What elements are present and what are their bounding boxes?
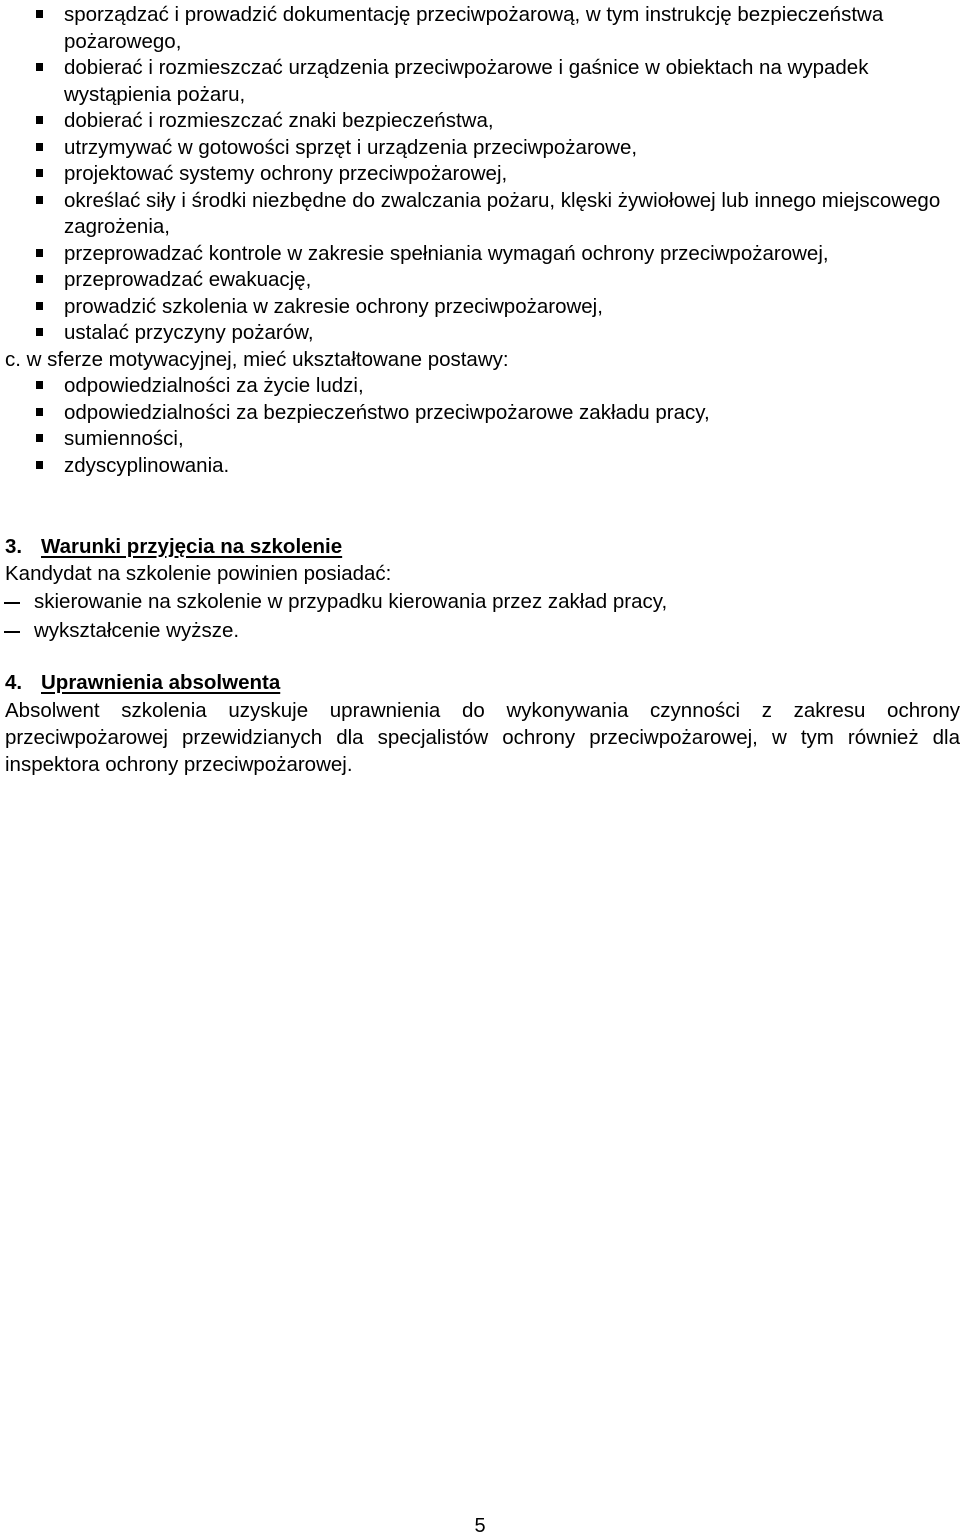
list-item: ustalać przyczyny pożarów,	[0, 320, 960, 347]
list-item: dobierać i rozmieszczać urządzenia przeciwpożarowe i gaśnice w obiektach na wypadek wystąpienia pożaru,	[0, 55, 960, 108]
list-item: odpowiedzialności za bezpieczeństwo przeciwpożarowe zakładu pracy,	[0, 400, 960, 427]
section-4-paragraph: Absolwent szkolenia uzyskuje uprawnienia do wykonywania czynności z zakresu ochrony przeciwpożarowej przewidzianych dla specjalistów ochrony przeciwpożarowej, w tym również dla inspektora ochrony przeciwpożarowej.	[5, 699, 960, 776]
square-bullet-icon	[36, 381, 43, 389]
square-bullet-icon	[36, 169, 43, 177]
square-bullet-icon	[36, 63, 43, 71]
list-item: sporządzać i prowadzić dokumentację przeciwpożarową, w tym instrukcję bezpieczeństwa pożarowego,	[0, 2, 960, 55]
list-item: przeprowadzać ewakuację,	[0, 267, 960, 294]
section-3-heading	[5, 534, 342, 561]
list-item: określać siły i środki niezbędne do zwalczania pożaru, klęski żywiołowej lub innego miejscowego zagrożenia,	[0, 188, 960, 241]
section-4-title: Uprawnienia absolwenta	[41, 671, 281, 694]
list-item: utrzymywać w gotowości sprzęt i urządzenia przeciwpożarowe,	[0, 135, 960, 162]
section-4-heading	[5, 670, 280, 697]
dash-bullet-icon	[4, 631, 20, 633]
section-c-heading	[5, 347, 509, 374]
section-4-number: 4.	[5, 671, 23, 694]
square-bullet-icon	[36, 408, 43, 416]
square-bullet-icon	[36, 275, 43, 283]
dash-bullet-icon	[4, 602, 20, 604]
square-bullet-icon	[36, 249, 43, 257]
section-3-title: Warunki przyjęcia na szkolenie	[41, 535, 343, 558]
section-c-text: w sferze motywacyjnej, mieć ukształtowane postawy:	[26, 348, 509, 371]
section-3-intro: Kandydat na szkolenie powinien posiadać:	[5, 562, 392, 585]
square-bullet-icon	[36, 116, 43, 124]
attitudes-list	[0, 373, 960, 479]
list-item: przeprowadzać kontrole w zakresie spełniania wymagań ochrony przeciwpożarowej,	[0, 241, 960, 268]
square-bullet-icon	[36, 302, 43, 310]
list-item: wykształcenie wyższe.	[0, 616, 960, 645]
list-item: sumienności,	[0, 426, 960, 453]
square-bullet-icon	[36, 328, 43, 336]
requirements-list	[0, 587, 960, 645]
list-item: odpowiedzialności za życie ludzi,	[0, 373, 960, 400]
page-number: 5	[474, 1515, 486, 1537]
list-item: skierowanie na szkolenie w przypadku kierowania przez zakład pracy,	[0, 587, 960, 616]
square-bullet-icon	[36, 434, 43, 442]
square-bullet-icon	[36, 10, 43, 18]
square-bullet-icon	[36, 143, 43, 151]
square-bullet-icon	[36, 461, 43, 469]
square-bullet-icon	[36, 196, 43, 204]
list-item: projektować systemy ochrony przeciwpożarowej,	[0, 161, 960, 188]
list-item: zdyscyplinowania.	[0, 453, 960, 480]
section-3-number: 3.	[5, 535, 23, 558]
skills-list	[0, 2, 960, 347]
list-item: dobierać i rozmieszczać znaki bezpieczeństwa,	[0, 108, 960, 135]
list-item: prowadzić szkolenia w zakresie ochrony przeciwpożarowej,	[0, 294, 960, 321]
section-c-label: c.	[5, 348, 21, 371]
